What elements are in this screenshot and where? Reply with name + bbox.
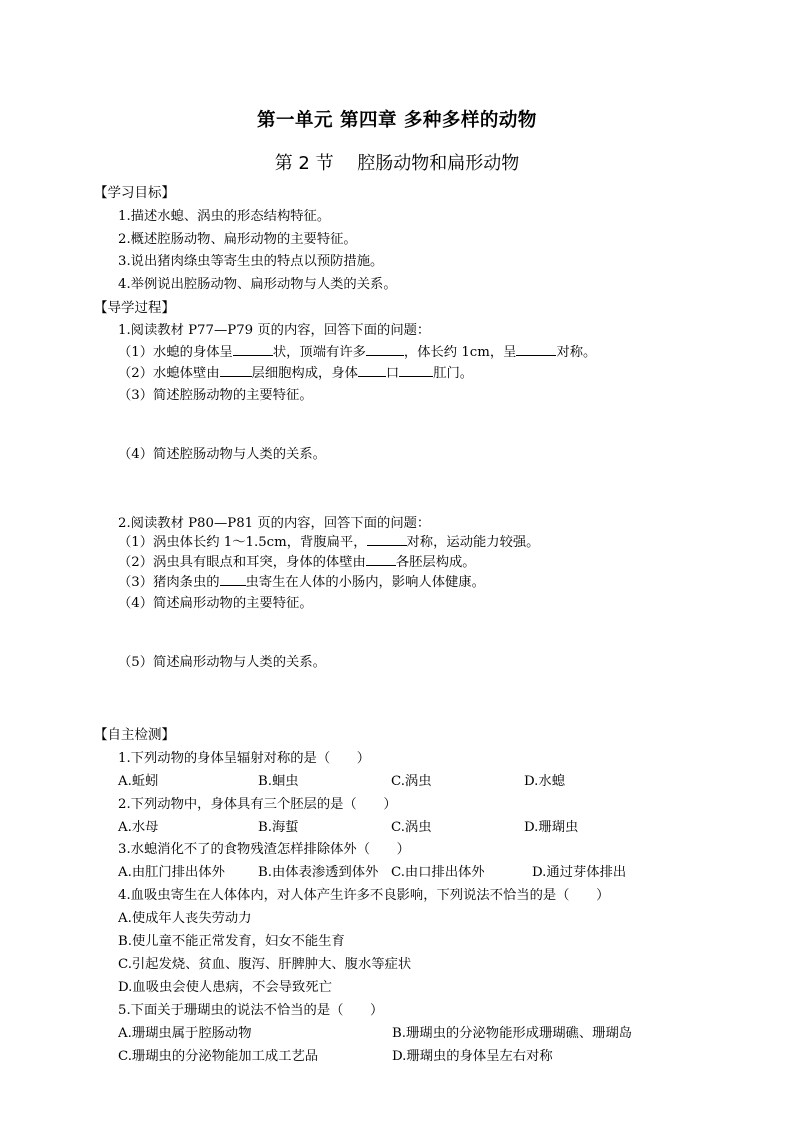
objectives-heading: 【学习目标】 [94,185,175,201]
question-2-4: （4）简述扁形动物的主要特征。 [118,596,313,611]
mcq-option[interactable]: A.由肛门排出体外 [118,865,225,880]
reading-intro-2: 2.阅读教材 P80—P81 页的内容，回答下面的问题： [118,516,431,531]
mcq-option[interactable]: C.由口排出体外 [391,865,485,880]
mcq-stem-4: 4.血吸虫寄生在人体体内，对人体产生许多不良影响，下列说法不恰当的是（ ） [118,888,610,903]
mcq-option[interactable]: A.蚯蚓 [118,774,159,789]
question-1-2: （2）水螅体壁由 层细胞构成，身体 口 肛门。 [118,366,474,381]
question-2-1: （1）涡虫体长约 1～1.5cm，背腹扁平， 对称，运动能力较强。 [118,535,540,550]
mcq-option[interactable]: A.使成年人丧失劳动力 [118,911,252,926]
mcq-option[interactable]: D.血吸虫会使人患病，不会导致死亡 [118,980,332,995]
mcq-option[interactable]: A.水母 [118,820,159,835]
answer-blank[interactable] [220,573,246,586]
mcq-option[interactable]: B.使儿童不能正常发育，妇女不能生育 [118,934,345,949]
question-1-3: （3）简述腔肠动物的主要特征。 [118,388,313,403]
answer-blank[interactable] [516,343,556,356]
mcq-stem-2: 2.下列动物中，身体具有三个胚层的是（ ） [118,797,397,812]
objective-item: 3.说出猪肉绦虫等寄生虫的特点以预防措施。 [118,254,384,269]
objective-item: 2.概述腔肠动物、扁形动物的主要特征。 [118,232,357,247]
mcq-option[interactable]: B.由体表渗透到体外 [258,865,379,880]
mcq-option[interactable]: B.蛔虫 [258,774,299,789]
answer-blank[interactable] [399,364,433,377]
process-heading: 【导学过程】 [94,300,175,316]
objective-item: 4.举例说出腔肠动物、扁形动物与人类的关系。 [118,277,397,292]
answer-blank[interactable] [366,553,396,566]
mcq-option[interactable]: D.珊瑚虫 [524,820,579,835]
mcq-option[interactable]: B.珊瑚虫的分泌物能形成珊瑚礁、珊瑚岛 [392,1026,633,1041]
question-2-3: （3）猪肉条虫的 虫寄生在人体的小肠内，影响人体健康。 [118,575,485,590]
answer-blank[interactable] [220,364,252,377]
mcq-option[interactable]: D.珊瑚虫的身体呈左右对称 [392,1049,553,1064]
answer-blank[interactable] [367,533,407,546]
mcq-option[interactable]: C.涡虫 [391,774,432,789]
objective-item: 1.描述水螅、涡虫的形态结构特征。 [118,209,331,224]
mcq-stem-1: 1.下列动物的身体呈辐射对称的是（ ） [118,751,371,766]
mcq-option[interactable]: B.海蜇 [258,820,299,835]
mcq-option[interactable]: D.水螅 [524,774,566,789]
page-title: 第一单元 第四章 多种多样的动物 [257,110,537,131]
question-1-4: （4）简述腔肠动物与人类的关系。 [118,447,326,462]
reading-intro-1: 1.阅读教材 P77—P79 页的内容，回答下面的问题： [118,323,431,338]
answer-blank[interactable] [233,343,273,356]
mcq-option[interactable]: C.涡虫 [391,820,432,835]
mcq-option[interactable]: D.通过芽体排出 [532,865,627,880]
mcq-option[interactable]: A.珊瑚虫属于腔肠动物 [118,1026,252,1041]
answer-blank[interactable] [366,343,404,356]
question-2-2: （2）涡虫具有眼点和耳突，身体的体壁由 各胚层构成。 [118,555,476,570]
question-1-1: （1）水螅的身体呈 状，顶端有许多 ，体长约 1cm，呈 对称。 [118,345,597,360]
section-subtitle: 第 2 节 腔肠动物和扁形动物 [274,153,520,174]
answer-blank[interactable] [358,364,386,377]
mcq-stem-3: 3.水螅消化不了的食物残渣怎样排除体外（ ） [118,842,410,857]
mcq-option[interactable]: C.引起发烧、贫血、腹泻、肝脾肿大、腹水等症状 [118,957,412,972]
selfcheck-heading: 【自主检测】 [94,727,175,743]
mcq-stem-5: 5.下面关于珊瑚虫的说法不恰当的是（ ） [118,1003,384,1018]
mcq-option[interactable]: C.珊瑚虫的分泌物能加工成工艺品 [118,1049,319,1064]
question-2-5: （5）简述扁形动物与人类的关系。 [118,655,326,670]
